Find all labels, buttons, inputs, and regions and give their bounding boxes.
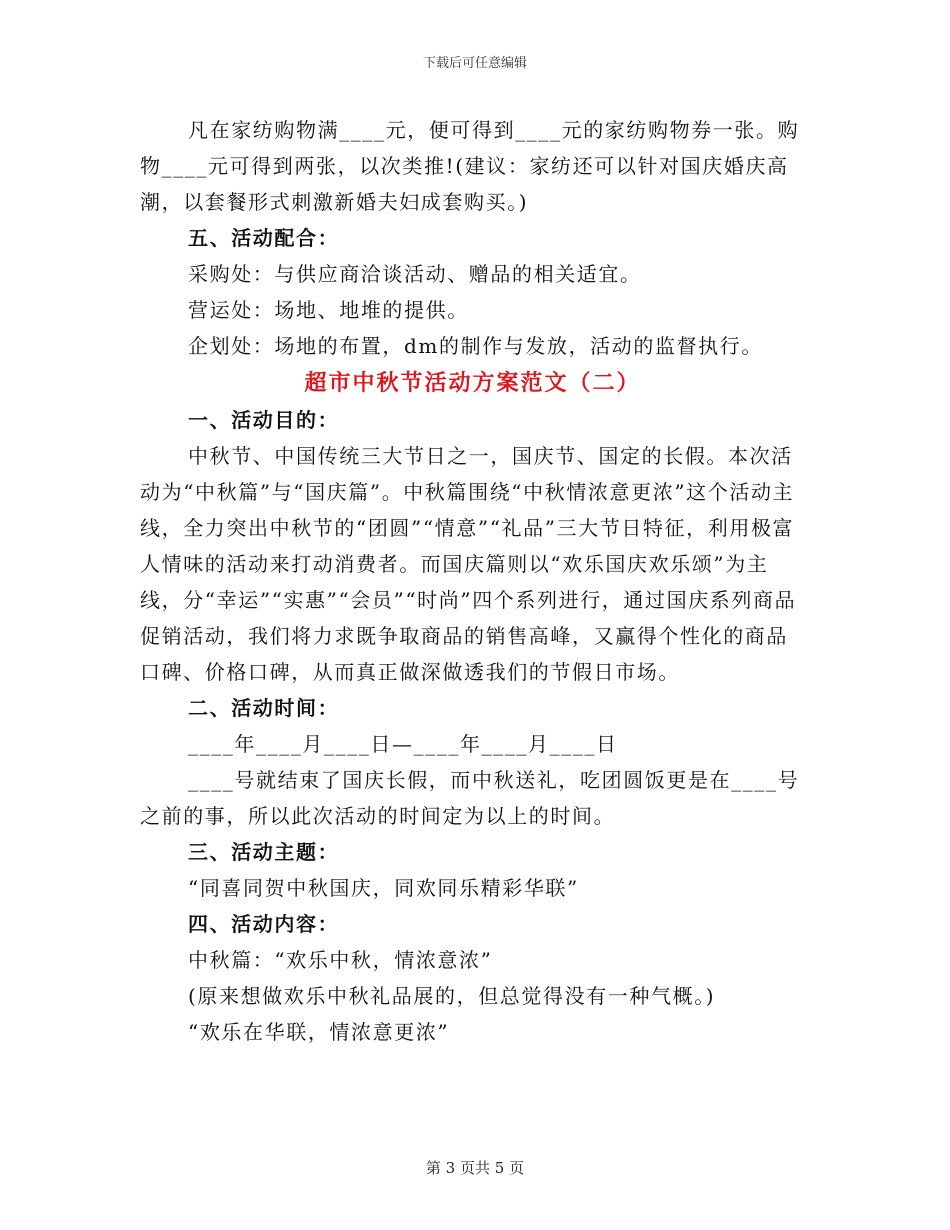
paragraph-date-range: ____年____月____日—____年____月____日 bbox=[188, 732, 618, 756]
paragraph-planning: 企划处：场地的布置，dm的制作与发放，活动的监督执行。 bbox=[188, 334, 763, 358]
paragraph-mid-autumn-chapter: 中秋篇：“欢乐中秋，情浓意浓” bbox=[188, 948, 493, 972]
heading-activity-content: 四、活动内容： bbox=[188, 912, 340, 936]
paragraph-gift-voucher: 凡在家纺购物满____元，便可得到____元的家纺购物券一张。购物____元可得到两张，以次类推!(建议：家纺还可以针对国庆婚庆高潮，以套餐形式刺激新婚夫妇成套购买。) bbox=[140, 118, 800, 214]
page-header: 下载后可任意编辑 bbox=[422, 56, 527, 71]
paragraph-purchasing: 采购处：与供应商洽谈活动、赠品的相关适宜。 bbox=[188, 262, 642, 286]
paragraph-slogan: “欢乐在华联，情浓意更浓” bbox=[188, 1020, 450, 1044]
heading-activity-theme: 三、活动主题： bbox=[188, 840, 340, 864]
paragraph-note: (原来想做欢乐中秋礼品展的，但总觉得没有一种气概。) bbox=[188, 984, 716, 1008]
paragraph-time-reason: ____号就结束了国庆长假，而中秋送礼，吃团圆饭更是在____号之前的事，所以此次活动的时间定为以上的时间。 bbox=[140, 768, 800, 828]
page-footer: 第 3 页共 5 页 bbox=[425, 1159, 525, 1177]
heading-activity-purpose: 一、活动目的： bbox=[188, 408, 340, 432]
document-body bbox=[140, 112, 805, 1050]
paragraph-purpose: 中秋节、中国传统三大节日之一，国庆节、国定的长假。本次活动为“中秋篇”与“国庆篇”。中秋篇围绕“中秋情浓意更浓”这个活动主线，全力突出中秋节的“团圆”“情意”“礼品”三大节日特征，利用极富人情味的活动来打动消费者。而国庆篇则以“欢乐国庆欢乐颂”为主线，分“幸运”“实惠”“会员”“时尚”四个系列进行，通过国庆系列商品促销活动，我们将力求既争取商品的销售高峰，又赢得个性化的商品口碑、价格口碑，从而真正做深做透我们的节假日市场。 bbox=[140, 444, 797, 684]
heading-activity-cooperation: 五、活动配合： bbox=[188, 226, 340, 250]
heading-activity-time: 二、活动时间： bbox=[188, 696, 340, 720]
section-title: 超市中秋节活动方案范文（二） bbox=[304, 370, 641, 396]
paragraph-operations: 营运处：场地、地堆的提供。 bbox=[188, 298, 469, 322]
paragraph-theme: “同喜同贺中秋国庆，同欢同乐精彩华联” bbox=[188, 876, 579, 900]
